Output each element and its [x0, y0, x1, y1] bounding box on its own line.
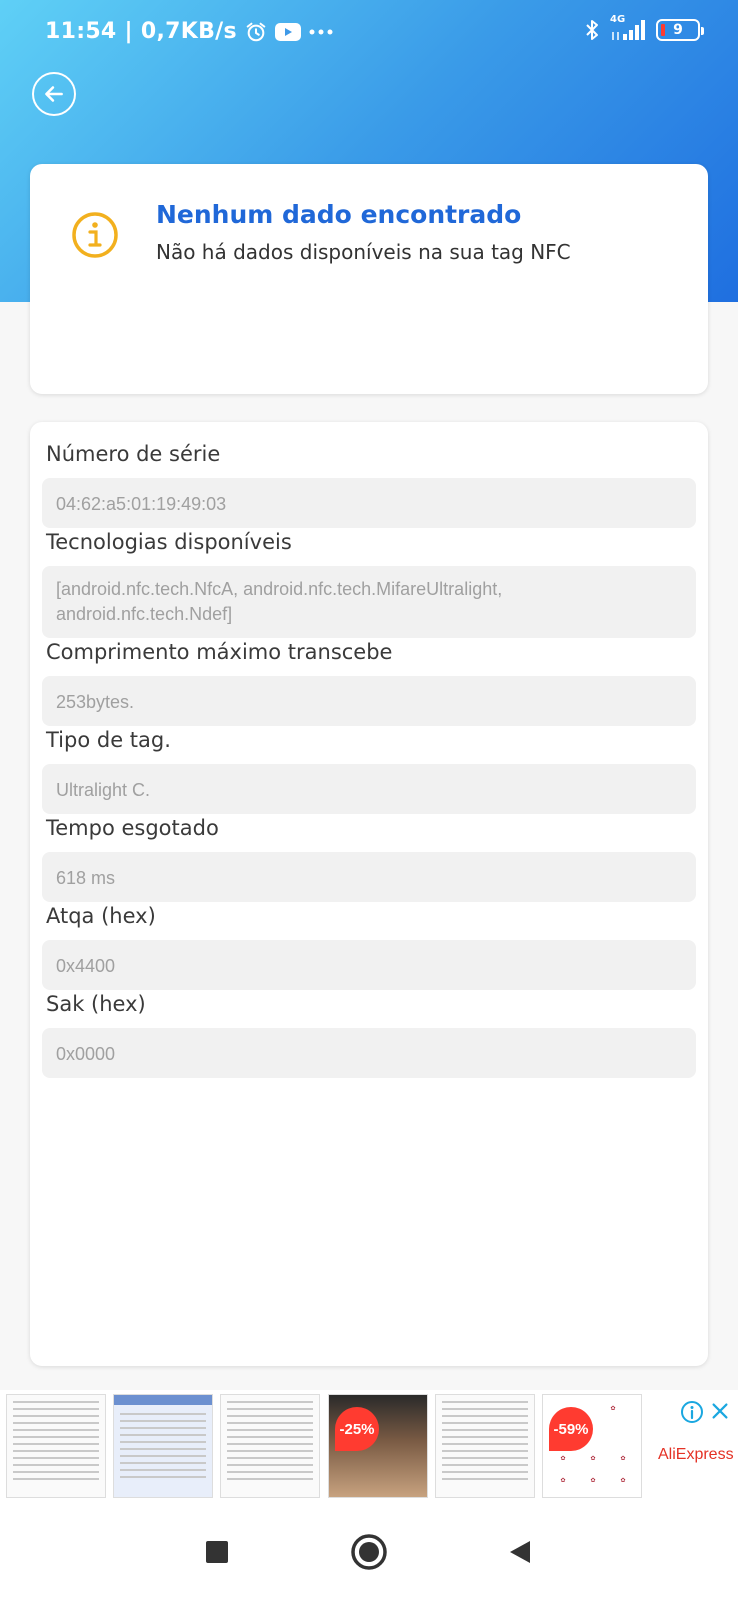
ad-banner[interactable] [0, 1390, 738, 1510]
status-time: 11:54 [45, 19, 117, 44]
ad-thumb-dialog[interactable] [220, 1394, 320, 1498]
arrow-left-icon [41, 81, 67, 107]
ad-thumb-spreadsheet[interactable] [6, 1394, 106, 1498]
ad-thumb-software-window[interactable] [113, 1394, 213, 1498]
technologies-value[interactable]: [android.nfc.tech.NfcA, android.nfc.tech.MifareUltralight, android.nfc.tech.Ndef] [42, 566, 696, 638]
serial-label: Número de série [46, 442, 221, 466]
ad-thumb-stickers[interactable]: -59% ✿ ✿ ✿ ✿ ✿ ✿ ✿ [542, 1394, 642, 1498]
circle-icon [349, 1532, 389, 1572]
atqa-value[interactable]: 0x4400 [42, 940, 696, 990]
timeout-label: Tempo esgotado [46, 816, 219, 840]
navigation-bar [0, 1510, 738, 1600]
status-bar [0, 0, 738, 64]
recent-apps-button[interactable] [203, 1538, 231, 1566]
status-right [584, 14, 700, 42]
tag-type-value[interactable]: Ultralight C. [42, 764, 696, 814]
notice-title: Nenhum dado encontrado [156, 200, 522, 229]
max-transceive-label: Comprimento máximo transcebe [46, 640, 393, 664]
tag-type-label: Tipo de tag. [46, 728, 171, 752]
battery-icon [656, 19, 700, 41]
more-dots-icon [309, 28, 333, 36]
alarm-clock-icon [245, 21, 267, 43]
technologies-label: Tecnologias disponíveis [46, 530, 292, 554]
square-icon [203, 1538, 231, 1566]
triangle-back-icon [506, 1538, 534, 1566]
youtube-icon [275, 22, 301, 42]
max-transceive-value[interactable]: 253bytes. [42, 676, 696, 726]
back-button[interactable] [32, 72, 76, 116]
ad-brand-label[interactable]: AliExpress [658, 1446, 734, 1463]
status-left [45, 19, 333, 44]
info-icon [70, 210, 120, 264]
ad-info-icon[interactable] [680, 1400, 704, 1424]
sak-label: Sak (hex) [46, 992, 146, 1016]
tag-details-card [30, 422, 708, 1366]
sak-value[interactable]: 0x0000 [42, 1028, 696, 1078]
no-data-card [30, 164, 708, 394]
status-speed: 0,7KB/s [140, 19, 237, 44]
discount-badge: -25% [335, 1407, 379, 1451]
signal-icon [610, 14, 646, 42]
timeout-value[interactable]: 618 ms [42, 852, 696, 902]
ad-thumb-shoes[interactable] [328, 1394, 428, 1498]
ad-thumb-table[interactable] [435, 1394, 535, 1498]
discount-badge: -59% [549, 1407, 593, 1451]
notice-subtitle: Não há dados disponíveis na sua tag NFC [156, 240, 571, 264]
ad-close-icon[interactable] [709, 1400, 731, 1422]
serial-value[interactable]: 04:62:a5:01:19:49:03 [42, 478, 696, 528]
home-button[interactable] [349, 1532, 389, 1572]
bluetooth-icon [584, 18, 600, 42]
back-nav-button[interactable] [506, 1538, 534, 1566]
battery-level: 9 [673, 22, 683, 38]
atqa-label: Atqa (hex) [46, 904, 156, 928]
network-type: 4G [610, 14, 626, 25]
status-separator: | [124, 19, 133, 44]
